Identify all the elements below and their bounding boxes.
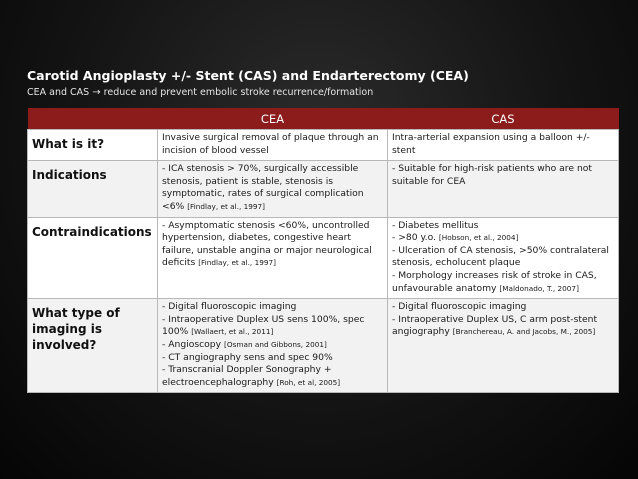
citation: [Branchereau, A. and Jacobs, M., 2005]: [452, 327, 596, 337]
comparison-table-container: [27, 108, 618, 393]
cas-cell: [388, 161, 619, 217]
header-cas: CAS: [388, 108, 619, 130]
table-row: [28, 217, 619, 299]
cell-line: [162, 352, 383, 365]
subtitle-text-end: reduce and prevent embolic stroke recurrence/formation: [103, 87, 374, 98]
cell-text: - Transcranial Doppler Sonography + electroencephalography: [162, 364, 332, 388]
cell-text: - Ulceration of CA stenosis, >50% contralateral stenosis, echolucent plaque: [392, 244, 609, 269]
cell-text: - Digital fluoroscopic imaging: [162, 301, 297, 313]
cell-line: [392, 245, 614, 270]
cell-text: - Intraoperative Duplex US sens 100%, spec 100%: [162, 313, 365, 338]
cell-line: [392, 220, 614, 233]
cell-text: Intra-arterial expansion using a balloon +/- stent: [392, 132, 590, 156]
cell-text: - Angioscopy: [162, 338, 222, 350]
cell-text: Invasive surgical removal of plaque through an incision of blood vessel: [162, 132, 379, 156]
cell-text: - Suitable for high-risk patients who are not suitable for CEA: [392, 163, 592, 187]
citation: [Roh, et al, 2005]: [276, 377, 341, 387]
header-empty: [28, 108, 158, 130]
subtitle-text-start: CEA and CAS: [27, 87, 90, 98]
cell-text: - Digital fluoroscopic imaging: [392, 301, 527, 313]
cell-text: - ICA stenosis > 70%, surgically accessible stenosis, patient is stable, stenosis is symptomatic, rates of surgical complication <6%: [162, 163, 364, 212]
slide-subtitle: [27, 86, 628, 99]
cell-line: [392, 314, 614, 339]
cas-cell: [388, 217, 619, 299]
table-row: [28, 299, 619, 393]
citation: [Osman and Gibbons, 2001]: [224, 339, 327, 349]
cell-line: [392, 270, 614, 295]
cell-text: - Diabetes mellitus: [392, 219, 479, 231]
cell-line: [392, 163, 614, 188]
citation: [Maldonado, T., 2007]: [499, 283, 579, 293]
row-label: What type of imaging is involved?: [28, 299, 158, 393]
slide-title: Carotid Angioplasty +/- Stent (CAS) and Endarterectomy (CEA): [27, 68, 469, 83]
cell-line: [162, 132, 383, 157]
table-header-row: [28, 108, 619, 130]
cell-line: [162, 220, 383, 270]
right-arrow-icon: →: [92, 87, 101, 98]
cell-line: [162, 301, 383, 314]
table-row: [28, 130, 619, 161]
cell-text: - CT angiography sens and spec 90%: [162, 351, 333, 363]
citation: [Findlay, et al., 1997]: [187, 201, 265, 211]
slide-header: [27, 68, 628, 99]
cas-cell: [388, 299, 619, 393]
cell-line: [392, 301, 614, 314]
cell-line: [162, 339, 383, 352]
table-row: [28, 161, 619, 217]
citation: [Findlay, et al., 1997]: [198, 258, 276, 268]
cell-text: - Morphology increases risk of stroke in CAS, unfavourable anatomy: [392, 269, 597, 294]
cell-line: [392, 232, 614, 245]
cea-cell: [158, 130, 388, 161]
cell-text: - Intraoperative Duplex US, C arm post-stent angiography: [392, 313, 598, 338]
cea-cell: [158, 299, 388, 393]
header-cea: CEA: [158, 108, 388, 130]
cell-line: [162, 364, 383, 389]
cell-line: [162, 314, 383, 339]
row-label: Contraindications: [28, 217, 158, 299]
cell-line: [162, 163, 383, 213]
comparison-table: [27, 108, 619, 393]
cas-cell: [388, 130, 619, 161]
cell-line: [392, 132, 614, 157]
row-label: Indications: [28, 161, 158, 217]
cell-text: - >80 y.o.: [392, 232, 436, 244]
citation: [Hobson, et al., 2004]: [438, 233, 519, 243]
citation: [Wallaert, et al., 2011]: [191, 327, 274, 337]
cea-cell: [158, 161, 388, 217]
cell-text: - Asymptomatic stenosis <60%, uncontrolled hypertension, diabetes, congestive heart failure, unstable angina or major neurological deficits: [162, 219, 372, 269]
cea-cell: [158, 217, 388, 299]
row-label: What is it?: [28, 130, 158, 161]
